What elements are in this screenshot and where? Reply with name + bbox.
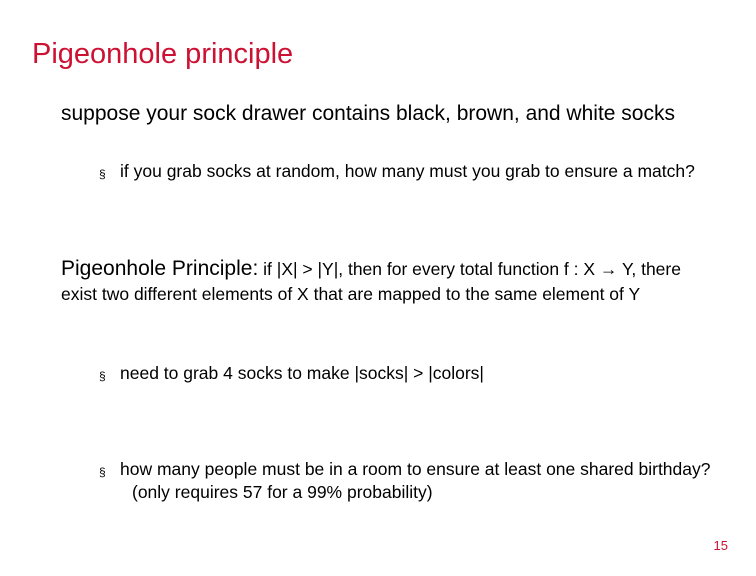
- bullet-grab-socks: [99, 162, 719, 181]
- bullet-text: how many people must be in a room to ensure at least one shared birthday?: [120, 459, 711, 479]
- principle-statement: [61, 257, 711, 306]
- bullet-birthday: [99, 460, 719, 502]
- bullet-text: if you grab socks at random, how many must you grab to ensure a match?: [120, 161, 695, 181]
- bullet-marker-icon: §: [99, 167, 106, 181]
- principle-body: if |X| > |Y|, then for every total function f : X → Y, there exist two different elements of X that are mapped to the same element of Y: [61, 259, 681, 304]
- slide-title: Pigeonhole principle: [32, 38, 294, 70]
- bullet-marker-icon: §: [99, 465, 106, 479]
- bullet-marker-icon: §: [99, 369, 106, 383]
- intro-text: suppose your sock drawer contains black, brown, and white socks: [61, 102, 675, 125]
- bullet-text: need to grab 4 socks to make |socks| > |colors|: [120, 363, 484, 383]
- birthday-note: (only requires 57 for a 99% probability): [132, 482, 433, 502]
- bullet-four-socks: [99, 364, 719, 383]
- principle-lead: Pigeonhole Principle:: [61, 257, 259, 280]
- page-number: 15: [713, 538, 728, 553]
